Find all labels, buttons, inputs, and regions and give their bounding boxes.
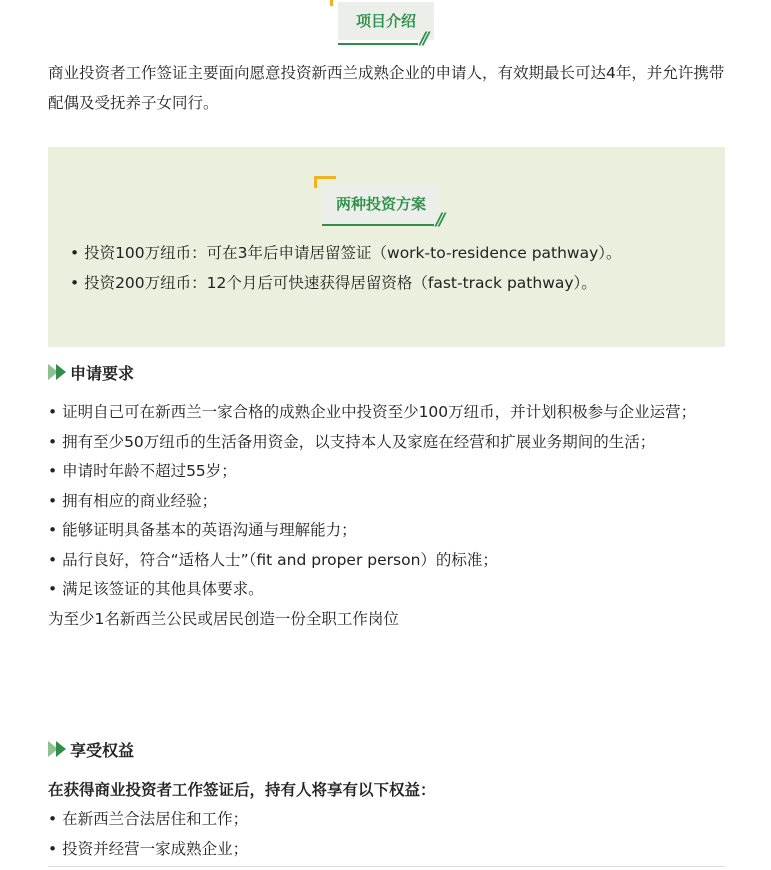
intro-paragraph: 商业投资者工作签证主要面向愿意投资新西兰成熟企业的申请人，有效期最长可达4年，并允许携带配偶及受抚养子女同行。 <box>48 64 725 112</box>
title-underline <box>322 224 434 226</box>
list-item: • 拥有相应的商业经验； <box>48 491 218 510</box>
benefits-heading <box>48 737 134 761</box>
arrow-icon <box>56 741 66 757</box>
list-item: • 满足该签证的其他具体要求。 <box>48 580 264 598</box>
arrow-icon <box>56 364 66 380</box>
scheme-list <box>70 238 622 298</box>
list-item: • 拥有至少50万纽币的生活备用资金，以支持本人及家庭在经营和扩展业务期间的生活； <box>48 432 656 451</box>
slash-decoration: // <box>420 29 427 49</box>
divider <box>48 866 725 867</box>
benefits-title: 享受权益 <box>70 740 135 760</box>
intro-title: 项目介绍 <box>338 2 434 40</box>
list-item: • 投资并经营一家成熟企业； <box>48 840 249 858</box>
title-underline <box>338 43 418 45</box>
benefits-intro: 在获得商业投资者工作签证后，持有人将享有以下权益： <box>48 781 436 799</box>
benefits-list <box>48 804 248 864</box>
list-item: • 在新西兰合法居住和工作； <box>48 810 249 828</box>
list-item: • 投资200万纽币：12个月后可快速获得居留资格（fast-track pathway）。 <box>70 274 597 292</box>
scheme-title-box <box>314 176 464 232</box>
list-item: • 申请时年龄不超过55岁； <box>48 462 237 480</box>
list-item: • 证明自己可在新西兰一家合格的成熟企业中投资至少100万纽币，并计划积极参与企业运营； <box>48 403 697 421</box>
list-item: • 投资100万纽币：可在3年后申请居留签证（work-to-residence pathway）。 <box>70 244 622 262</box>
list-item: • 品行良好，符合“适格人士”（fit and proper person）的标准； <box>48 550 498 569</box>
intro-title-box <box>330 0 440 50</box>
requirements-list <box>48 398 738 634</box>
requirements-title: 申请要求 <box>70 363 135 383</box>
list-item: • 能够证明具备基本的英语沟通与理解能力； <box>48 521 357 539</box>
requirements-heading <box>48 360 134 384</box>
slash-decoration: // <box>436 210 443 230</box>
scheme-title: 两种投资方案 <box>322 184 440 224</box>
list-item: 为至少1名新西兰公民或居民创造一份全职工作岗位 <box>48 609 399 628</box>
